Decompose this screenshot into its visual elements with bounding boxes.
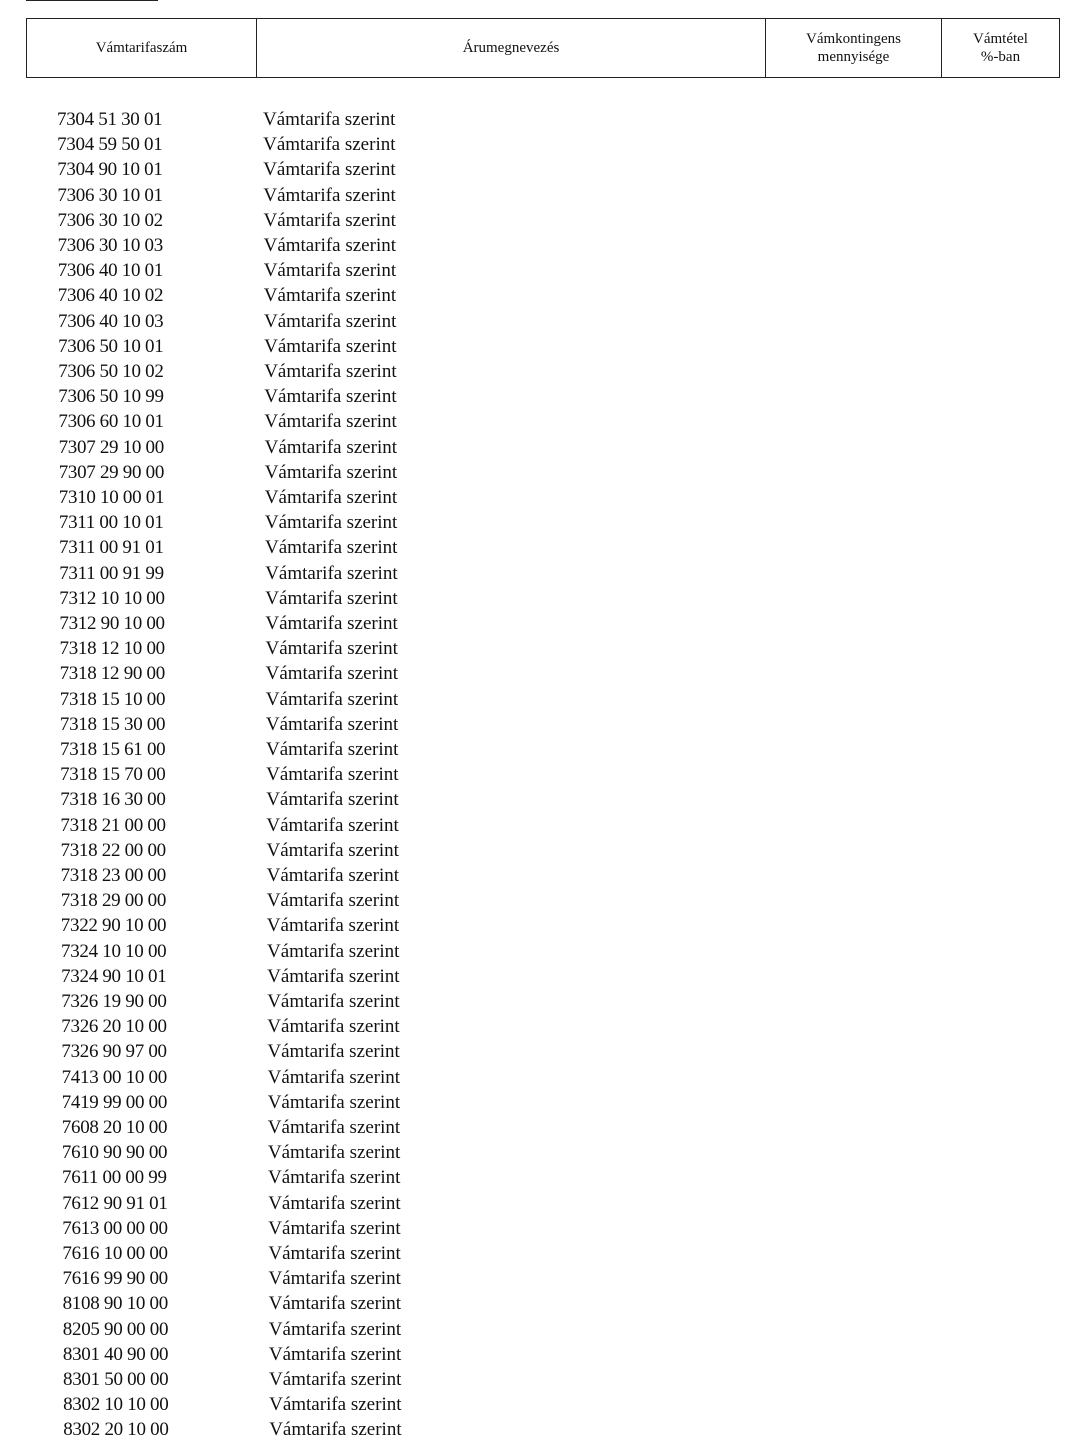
tariff-code: 7616 99 90 00: [62, 1268, 168, 1290]
tariff-code: 7612 90 91 01: [62, 1192, 168, 1214]
product-name: Vámtarifa szerint: [263, 159, 396, 181]
table-row: [0, 1216, 1067, 1241]
table-row: [0, 1140, 1067, 1165]
tariff-code: 7311 00 91 99: [59, 562, 164, 584]
table-row: [0, 1115, 1067, 1140]
table-row: [0, 183, 1067, 208]
table-row: [0, 787, 1067, 812]
tariff-code: 7318 15 30 00: [59, 713, 166, 735]
table-row: [0, 1317, 1067, 1342]
table-row: [0, 359, 1067, 384]
tariff-code: 7318 23 00 00: [60, 865, 166, 886]
header-quota-line1: Vámkontingens: [806, 31, 901, 47]
tariff-code: 7419 99 00 00: [61, 1091, 168, 1113]
tariff-code: 7306 30 10 03: [57, 235, 163, 256]
tariff-code: 7306 60 10 01: [58, 411, 164, 433]
product-name: Vámtarifa szerint: [265, 537, 398, 559]
product-name: Vámtarifa szerint: [264, 310, 397, 332]
table-row: [0, 1291, 1067, 1316]
tariff-code: 7616 10 00 00: [62, 1243, 168, 1264]
product-name: Vámtarifa szerint: [264, 335, 397, 357]
product-name: Vámtarifa szerint: [265, 638, 398, 660]
table-row: [0, 510, 1067, 535]
product-name: Vámtarifa szerint: [268, 1293, 401, 1315]
product-name: Vámtarifa szerint: [265, 688, 399, 710]
tariff-code: 7324 10 10 00: [61, 940, 167, 962]
table-row: [0, 1014, 1067, 1039]
tariff-code: 8302 20 10 00: [63, 1419, 169, 1441]
table-row: [0, 1266, 1067, 1291]
tariff-code: 8301 40 90 00: [62, 1343, 169, 1365]
product-name: Vámtarifa szerint: [263, 235, 396, 256]
table-row: [0, 863, 1067, 888]
table-row: [0, 561, 1067, 586]
tariff-code: 7304 51 30 01: [57, 109, 163, 130]
product-name: Vámtarifa szerint: [264, 411, 397, 433]
product-name: Vámtarifa szerint: [266, 814, 399, 836]
table-row: [0, 334, 1067, 359]
table-row: [0, 1165, 1067, 1190]
tariff-code: 7306 50 10 02: [58, 361, 164, 382]
table-row: [0, 661, 1067, 686]
product-name: Vámtarifa szerint: [268, 1192, 401, 1214]
table-row: [0, 888, 1067, 913]
table-row: [0, 762, 1067, 787]
tariff-code: 7311 00 10 01: [58, 512, 164, 534]
tariff-code: 7318 12 10 00: [59, 638, 165, 660]
table-row: [0, 258, 1067, 283]
product-name: Vámtarifa szerint: [266, 915, 400, 937]
product-name: Vámtarifa szerint: [267, 1041, 400, 1063]
product-name: Vámtarifa szerint: [264, 461, 398, 483]
tariff-code: 8108 90 10 00: [62, 1293, 168, 1315]
table-row: [0, 989, 1067, 1014]
table-row: [0, 1039, 1067, 1064]
product-name: Vámtarifa szerint: [264, 487, 398, 508]
tariff-code: 7306 50 10 01: [58, 335, 164, 357]
tariff-code: 7318 12 90 00: [59, 663, 165, 685]
tariff-code: 7306 30 10 02: [57, 209, 163, 231]
table-row: [0, 687, 1067, 712]
header-rate-line1: Vámtétel: [973, 31, 1028, 47]
header-quota-line2: mennyisége: [817, 49, 890, 65]
tariff-code: 7306 40 10 01: [57, 260, 164, 282]
table-row: [0, 485, 1067, 510]
table-row: [0, 939, 1067, 964]
tariff-code: 7307 29 90 00: [58, 461, 165, 483]
table-row: [0, 384, 1067, 409]
tariff-code: 7318 16 30 00: [60, 789, 166, 811]
tariff-code: 7306 40 10 03: [58, 310, 164, 332]
tariff-code: 8301 50 00 00: [63, 1369, 169, 1390]
tariff-code: 7324 90 10 01: [61, 965, 167, 987]
tariff-code: 7326 19 90 00: [61, 991, 167, 1012]
product-name: Vámtarifa szerint: [265, 587, 398, 609]
product-name: Vámtarifa szerint: [266, 764, 399, 786]
table-row: [0, 838, 1067, 863]
table-row: [0, 712, 1067, 737]
product-name: Vámtarifa szerint: [267, 1091, 401, 1113]
table-header: [26, 18, 1060, 78]
header-quota-quantity: [766, 19, 942, 77]
product-name: Vámtarifa szerint: [268, 1243, 401, 1264]
header-tariff-number-label: Vámtarifaszám: [95, 40, 188, 56]
tariff-code: 7307 29 10 00: [58, 436, 164, 458]
product-name: Vámtarifa szerint: [268, 1268, 401, 1290]
product-name: Vámtarifa szerint: [264, 361, 397, 382]
tariff-code: 7306 40 10 02: [57, 285, 164, 307]
tariff-code: 7611 00 00 99: [62, 1167, 167, 1189]
product-name: Vámtarifa szerint: [267, 1142, 401, 1164]
product-name: Vámtarifa szerint: [267, 1066, 400, 1088]
product-name: Vámtarifa szerint: [265, 663, 398, 685]
table-row: [0, 107, 1067, 132]
tariff-code: 7318 15 70 00: [60, 764, 166, 786]
product-name: Vámtarifa szerint: [266, 739, 399, 760]
product-name: Vámtarifa szerint: [267, 991, 400, 1012]
tariff-code: 7306 50 10 99: [58, 386, 164, 408]
product-name: Vámtarifa szerint: [269, 1419, 402, 1441]
tariff-code: 7610 90 90 00: [61, 1142, 168, 1164]
table-row: [0, 309, 1067, 334]
product-name: Vámtarifa szerint: [267, 1117, 401, 1138]
tariff-code: 7310 10 00 01: [58, 487, 165, 508]
tariff-code: 7306 30 10 01: [57, 184, 163, 206]
tariff-code: 7318 15 10 00: [59, 688, 166, 710]
product-name: Vámtarifa szerint: [264, 386, 397, 408]
tariff-code: 7312 10 10 00: [59, 587, 165, 609]
table-row: [0, 132, 1067, 157]
tariff-code: 7326 20 10 00: [61, 1016, 167, 1038]
product-name: Vámtarifa szerint: [267, 965, 400, 987]
product-name: Vámtarifa szerint: [266, 789, 399, 811]
table-row: [0, 913, 1067, 938]
product-name: Vámtarifa szerint: [267, 1016, 400, 1038]
tariff-code: 7322 90 10 00: [60, 915, 167, 937]
header-tariff-number: [27, 19, 257, 77]
table-row: [0, 283, 1067, 308]
table-row: [0, 435, 1067, 460]
table-row: [0, 460, 1067, 485]
header-rate-line2: %-ban: [980, 49, 1021, 65]
product-name: Vámtarifa szerint: [269, 1369, 402, 1390]
table-row: [0, 1342, 1067, 1367]
tariff-code: 7608 20 10 00: [61, 1117, 168, 1138]
product-name: Vámtarifa szerint: [263, 209, 396, 231]
table-row: [0, 611, 1067, 636]
product-name: Vámtarifa szerint: [266, 839, 399, 861]
table-row: [0, 535, 1067, 560]
header-duty-rate: [942, 19, 1059, 77]
product-name: Vámtarifa szerint: [265, 713, 399, 735]
tariff-code: 7613 00 00 00: [62, 1217, 168, 1239]
table-row: [0, 157, 1067, 182]
tariff-code: 7312 90 10 00: [59, 613, 165, 634]
header-product-name-label: Árumegnevezés: [462, 40, 560, 56]
product-name: Vámtarifa szerint: [266, 865, 399, 886]
product-name: Vámtarifa szerint: [263, 134, 396, 156]
table-row: [0, 586, 1067, 611]
header-product-name: [257, 19, 766, 77]
tariff-code: 7304 90 10 01: [57, 159, 163, 181]
table-row: [0, 1392, 1067, 1417]
top-rule: [26, 0, 158, 1]
product-name: Vámtarifa szerint: [268, 1318, 402, 1340]
tariff-code: 7318 15 61 00: [60, 739, 166, 760]
table-row: [0, 208, 1067, 233]
tariff-code: 8205 90 00 00: [62, 1318, 169, 1340]
product-name: Vámtarifa szerint: [265, 613, 398, 634]
tariff-code: 7318 29 00 00: [60, 890, 167, 912]
tariff-code: 7304 59 50 01: [57, 134, 163, 156]
product-name: Vámtarifa szerint: [269, 1394, 402, 1416]
product-name: Vámtarifa szerint: [267, 940, 400, 962]
table-row: [0, 1191, 1067, 1216]
product-name: Vámtarifa szerint: [268, 1217, 401, 1239]
product-name: Vámtarifa szerint: [266, 890, 400, 912]
table-row: [0, 636, 1067, 661]
tariff-code: 7413 00 10 00: [61, 1066, 167, 1088]
product-name: Vámtarifa szerint: [268, 1343, 402, 1365]
table-row: [0, 233, 1067, 258]
product-name: Vámtarifa szerint: [263, 260, 397, 282]
product-name: Vámtarifa szerint: [264, 436, 397, 458]
table-row: [0, 813, 1067, 838]
tariff-code: 8302 10 10 00: [63, 1394, 169, 1416]
tariff-code: 7318 21 00 00: [60, 814, 166, 836]
product-name: Vámtarifa szerint: [263, 109, 396, 130]
product-name: Vámtarifa szerint: [263, 285, 397, 307]
product-name: Vámtarifa szerint: [268, 1167, 401, 1189]
tariff-code: 7318 22 00 00: [60, 839, 166, 861]
table-row: [0, 964, 1067, 989]
table-row: [0, 1367, 1067, 1392]
tariff-code: 7311 00 91 01: [59, 537, 164, 559]
table-row: [0, 1090, 1067, 1115]
table-row: [0, 1241, 1067, 1266]
table-row: [0, 409, 1067, 434]
table-row: [0, 1417, 1067, 1442]
table-row: [0, 737, 1067, 762]
table-row: [0, 1065, 1067, 1090]
product-name: Vámtarifa szerint: [263, 184, 396, 206]
tariff-code: 7326 90 97 00: [61, 1041, 167, 1063]
product-name: Vámtarifa szerint: [264, 512, 398, 534]
product-name: Vámtarifa szerint: [265, 562, 398, 584]
